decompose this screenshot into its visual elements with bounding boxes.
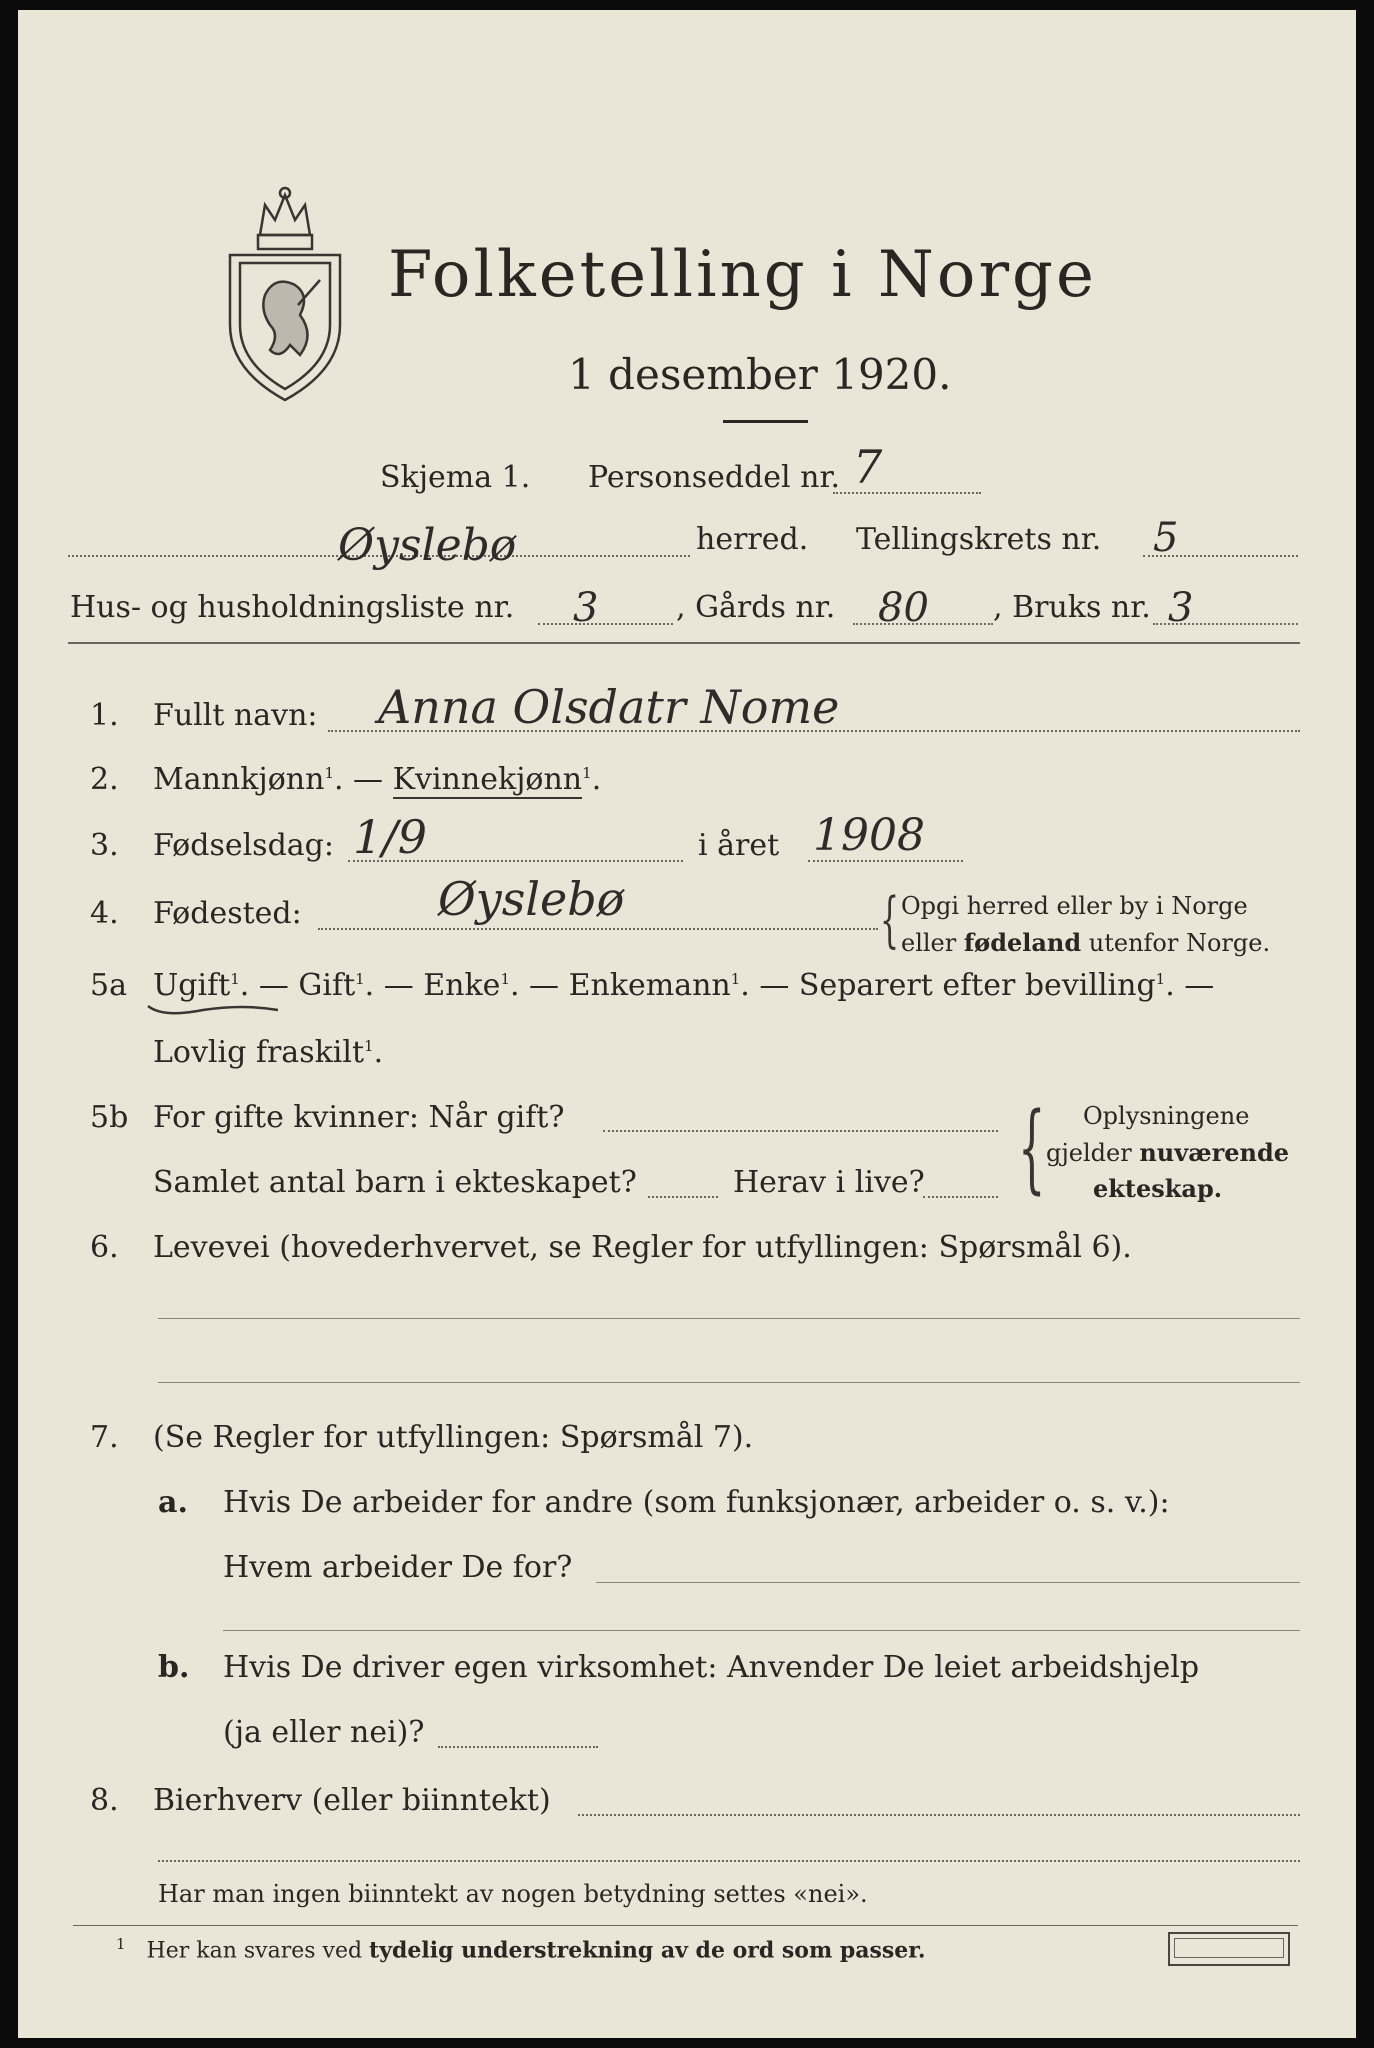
herred-value[interactable]: Øyslebø — [338, 520, 517, 571]
q7-number: 7. — [90, 1420, 119, 1455]
schema-label: Skjema 1. — [380, 460, 531, 495]
q5a-separert[interactable]: . — Separert efter bevilling — [740, 968, 1156, 1003]
personseddel-label: Personseddel nr. — [588, 460, 841, 495]
q1-label: Fullt navn: — [153, 698, 318, 733]
q5b-dots — [603, 1130, 998, 1132]
q2-female[interactable]: Kvinnekjønn — [392, 762, 583, 797]
q6-number: 6. — [90, 1230, 119, 1265]
title-divider — [723, 420, 808, 423]
q7b-dots[interactable] — [438, 1746, 598, 1748]
q7b-letter: b. — [158, 1650, 190, 1685]
q3-year-value[interactable]: 1908 — [813, 810, 925, 861]
bruks-value[interactable]: 3 — [1168, 585, 1194, 631]
q2-options: Mannkjønn$^1$. — Kvinnekjønn$^1$. — [153, 762, 602, 797]
q8-line2[interactable] — [158, 1860, 1300, 1862]
q6-label: Levevei (hovederhvervet, se Regler for utfyllingen: Spørsmål 6). — [153, 1230, 1132, 1265]
q5a-number: 5a — [90, 968, 127, 1003]
q3-number: 3. — [90, 828, 119, 863]
q4-value[interactable]: Øyslebø — [438, 872, 625, 926]
q5a-enke[interactable]: . — Enke — [364, 968, 501, 1003]
tellingskrets-value[interactable]: 5 — [1153, 515, 1179, 561]
q4-note-line2: eller fødeland utenfor Norge. — [901, 928, 1271, 957]
q8-number: 8. — [90, 1783, 119, 1818]
footer-note: Har man ingen biinntekt av nogen betydning settes «nei». — [158, 1880, 868, 1908]
q8-dots[interactable] — [578, 1814, 1300, 1816]
personseddel-value[interactable]: 7 — [853, 440, 883, 494]
census-form — [18, 10, 1356, 2038]
q5b-note-line3: ekteskap. — [1093, 1174, 1223, 1203]
q5b-note-line1: Oplysningene — [1083, 1102, 1250, 1130]
q7a-line1[interactable] — [596, 1582, 1300, 1583]
q8-label: Bierhverv (eller biinntekt) — [153, 1783, 551, 1818]
q2-number: 2. — [90, 762, 119, 797]
q5b-note-line2: gjelder nuværende — [1046, 1138, 1290, 1167]
q5b-brace: { — [1018, 1092, 1046, 1204]
header-separator — [68, 642, 1300, 644]
q5b-barn-dots — [648, 1196, 718, 1198]
q5b-live-dots — [923, 1196, 998, 1198]
gards-label: , Gårds nr. — [676, 590, 836, 625]
hus-dots — [538, 623, 673, 625]
q4-dots — [318, 928, 878, 930]
q4-note-line1: Opgi herred eller by i Norge — [901, 892, 1248, 920]
q1-value[interactable]: Anna Olsdatr Nome — [378, 680, 840, 734]
bruks-label: , Bruks nr. — [993, 590, 1151, 625]
footnote: $^1$ Her kan svares ved tydelig understrekning av de ord som passer. — [116, 1935, 926, 1964]
q5a-options: Ugift$^1$. — Gift$^1$. — Enke$^1$. — Enkemann$^1$. — Separert efter bevilling$^1$. — — [153, 968, 1215, 1003]
q7b-text: Hvis De driver egen virksomhet: Anvender De leiet arbeidshjelp — [223, 1650, 1200, 1685]
q3-value[interactable]: 1/9 — [353, 810, 428, 864]
q7a-text: Hvis De arbeider for andre (som funksjonær, arbeider o. s. v.): — [223, 1485, 1170, 1520]
q3-year-label: i året — [698, 828, 780, 863]
q3-label: Fødselsdag: — [153, 828, 334, 863]
ugift-underline-mark — [143, 998, 283, 1020]
q5b-barn-label: Samlet antal barn i ekteskapet? — [153, 1165, 637, 1200]
q5b-live-label: Herav i live? — [733, 1165, 925, 1200]
q1-number: 1. — [90, 698, 119, 733]
q5a-gift[interactable]: . — Gift — [239, 968, 356, 1003]
printer-stamp — [1168, 1932, 1290, 1966]
q7b-sub: (ja eller nei)? — [223, 1715, 425, 1750]
coat-of-arms-icon — [220, 185, 350, 405]
q4-label: Fødested: — [153, 896, 302, 931]
q7a-sub: Hvem arbeider De for? — [223, 1550, 573, 1585]
footer-rule — [73, 1925, 1298, 1926]
q4-number: 4. — [90, 896, 119, 931]
q7a-line2[interactable] — [223, 1630, 1300, 1631]
q7a-letter: a. — [158, 1485, 188, 1520]
hus-value[interactable]: 3 — [573, 585, 599, 631]
q6-line1[interactable] — [158, 1318, 1300, 1319]
form-title: Folketelling i Norge — [388, 238, 1097, 312]
q5b-number: 5b — [90, 1100, 129, 1135]
q5a-fraskilt[interactable]: Lovlig fraskilt$^1$. — [153, 1035, 384, 1070]
form-date: 1 desember 1920. — [568, 350, 952, 399]
q5a-ugift[interactable]: Ugift — [153, 968, 231, 1003]
q6-line2[interactable] — [158, 1382, 1300, 1383]
gards-value[interactable]: 80 — [878, 585, 929, 631]
q4-brace: { — [880, 885, 900, 955]
q2-male[interactable]: Mannkjønn — [153, 762, 325, 797]
q7-label: (Se Regler for utfyllingen: Spørsmål 7). — [153, 1420, 754, 1455]
q5a-enkemann[interactable]: . — Enkemann — [509, 968, 731, 1003]
tellingskrets-label: Tellingskrets nr. — [856, 522, 1102, 557]
q5b-label: For gifte kvinner: Når gift? — [153, 1100, 565, 1135]
herred-label: herred. — [696, 522, 809, 557]
hus-label: Hus- og husholdningsliste nr. — [70, 590, 515, 625]
